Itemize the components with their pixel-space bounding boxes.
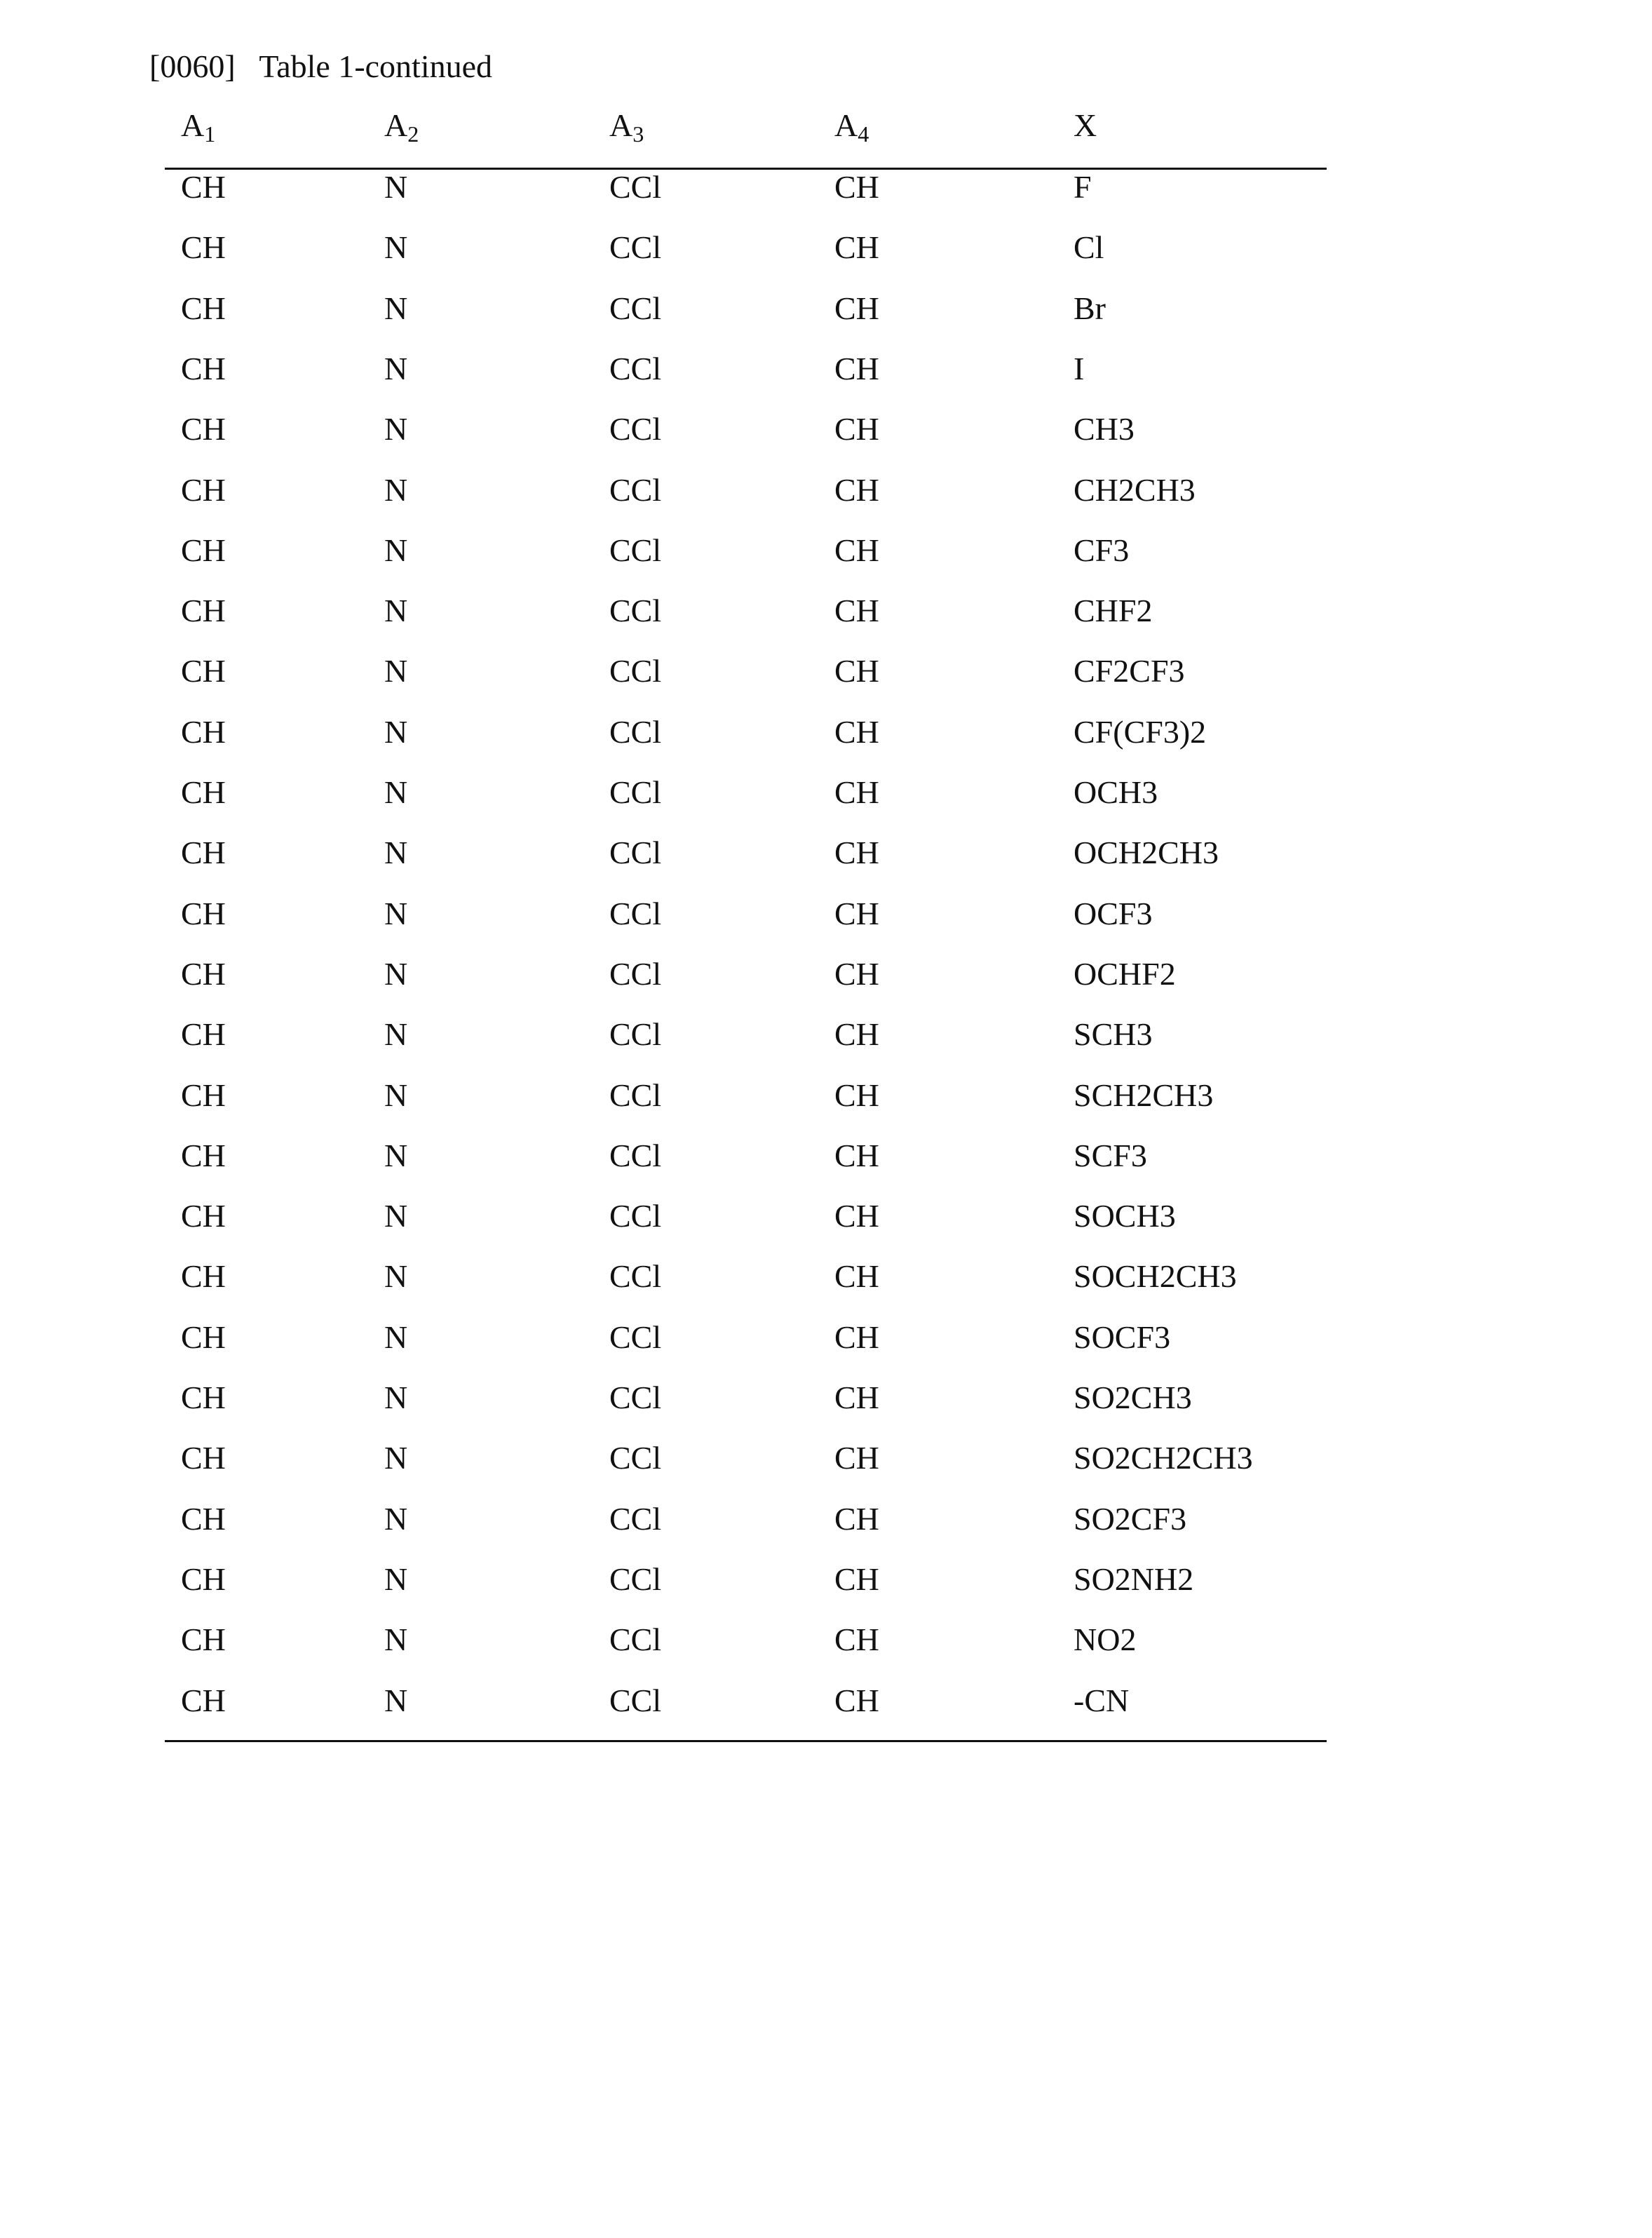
cell-a2: N: [384, 774, 407, 811]
cell-a4: CH: [834, 471, 879, 508]
cell-a2: N: [384, 713, 407, 750]
cell-a2: N: [384, 895, 407, 932]
cell-x: SCH2CH3: [1074, 1077, 1213, 1114]
cell-a3: CCl: [609, 410, 661, 447]
cell-a1: CH: [181, 774, 226, 811]
cell-a3: CCl: [609, 168, 661, 205]
cell-x: CH3: [1074, 410, 1135, 447]
cell-a3: CCl: [609, 229, 661, 266]
cell-a4: CH: [834, 1319, 879, 1356]
column-header-a4: A4: [834, 107, 869, 144]
cell-a4: CH: [834, 229, 879, 266]
cell-x: SOCH3: [1074, 1197, 1176, 1234]
cell-a4: CH: [834, 1439, 879, 1476]
cell-a1: CH: [181, 1077, 226, 1114]
cell-a4: CH: [834, 1621, 879, 1658]
cell-a4: CH: [834, 895, 879, 932]
cell-a1: CH: [181, 1439, 226, 1476]
cell-a3: CCl: [609, 1197, 661, 1234]
cell-a1: CH: [181, 1197, 226, 1234]
cell-a3: CCl: [609, 1682, 661, 1719]
cell-a4: CH: [834, 168, 879, 205]
cell-a2: N: [384, 1500, 407, 1537]
cell-a4: CH: [834, 1137, 879, 1174]
cell-a1: CH: [181, 652, 226, 689]
cell-x: Cl: [1074, 229, 1104, 266]
cell-a2: N: [384, 350, 407, 387]
column-header-a2: A2: [384, 107, 419, 144]
column-header-x: X: [1074, 107, 1097, 144]
cell-a1: CH: [181, 713, 226, 750]
cell-a4: CH: [834, 592, 879, 629]
cell-x: OCF3: [1074, 895, 1152, 932]
cell-x: -CN: [1074, 1682, 1129, 1719]
cell-a3: CCl: [609, 955, 661, 992]
cell-a4: CH: [834, 1682, 879, 1719]
cell-a3: CCl: [609, 1319, 661, 1356]
cell-a1: CH: [181, 1319, 226, 1356]
cell-a2: N: [384, 471, 407, 508]
cell-a2: N: [384, 1137, 407, 1174]
cell-a4: CH: [834, 1077, 879, 1114]
cell-a1: CH: [181, 168, 226, 205]
cell-a3: CCl: [609, 1379, 661, 1416]
cell-a2: N: [384, 834, 407, 871]
cell-a4: CH: [834, 1560, 879, 1598]
cell-a3: CCl: [609, 1258, 661, 1295]
cell-x: SO2NH2: [1074, 1560, 1193, 1598]
cell-x: SCH3: [1074, 1016, 1152, 1053]
cell-x: CF(CF3)2: [1074, 713, 1206, 750]
cell-a4: CH: [834, 1500, 879, 1537]
cell-x: SO2CH3: [1074, 1379, 1192, 1416]
header-rule: [165, 168, 1327, 170]
cell-a3: CCl: [609, 834, 661, 871]
cell-a1: CH: [181, 1560, 226, 1598]
cell-a3: CCl: [609, 895, 661, 932]
cell-a2: N: [384, 1621, 407, 1658]
cell-a2: N: [384, 1379, 407, 1416]
cell-x: CF2CF3: [1074, 652, 1185, 689]
cell-a1: CH: [181, 1137, 226, 1174]
cell-a2: N: [384, 532, 407, 569]
cell-a2: N: [384, 955, 407, 992]
cell-x: CH2CH3: [1074, 471, 1196, 508]
paragraph-number: [0060]: [149, 48, 236, 84]
cell-a2: N: [384, 290, 407, 327]
cell-x: Br: [1074, 290, 1106, 327]
cell-a4: CH: [834, 350, 879, 387]
cell-a2: N: [384, 410, 407, 447]
cell-x: SCF3: [1074, 1137, 1147, 1174]
cell-x: CHF2: [1074, 592, 1152, 629]
cell-a1: CH: [181, 834, 226, 871]
cell-a1: CH: [181, 895, 226, 932]
cell-a3: CCl: [609, 713, 661, 750]
column-header-a3: A3: [609, 107, 644, 144]
cell-a1: CH: [181, 1258, 226, 1295]
cell-x: SO2CH2CH3: [1074, 1439, 1253, 1476]
cell-x: CF3: [1074, 532, 1129, 569]
cell-x: SOCF3: [1074, 1319, 1170, 1356]
cell-x: OCH2CH3: [1074, 834, 1219, 871]
cell-a3: CCl: [609, 1137, 661, 1174]
cell-a4: CH: [834, 1016, 879, 1053]
cell-a3: CCl: [609, 350, 661, 387]
cell-a2: N: [384, 652, 407, 689]
cell-a2: N: [384, 1319, 407, 1356]
cell-a2: N: [384, 1016, 407, 1053]
cell-a3: CCl: [609, 774, 661, 811]
cell-a2: N: [384, 592, 407, 629]
cell-a3: CCl: [609, 1621, 661, 1658]
cell-a1: CH: [181, 1379, 226, 1416]
cell-a3: CCl: [609, 592, 661, 629]
cell-a2: N: [384, 1077, 407, 1114]
cell-a2: N: [384, 229, 407, 266]
cell-a3: CCl: [609, 652, 661, 689]
cell-a4: CH: [834, 410, 879, 447]
cell-a4: CH: [834, 955, 879, 992]
cell-a2: N: [384, 1197, 407, 1234]
bottom-rule: [165, 1740, 1327, 1742]
cell-a3: CCl: [609, 1500, 661, 1537]
cell-x: OCH3: [1074, 774, 1158, 811]
cell-a4: CH: [834, 713, 879, 750]
cell-a1: CH: [181, 592, 226, 629]
cell-a4: CH: [834, 834, 879, 871]
cell-a4: CH: [834, 1379, 879, 1416]
cell-a4: CH: [834, 1197, 879, 1234]
cell-a4: CH: [834, 532, 879, 569]
cell-a2: N: [384, 1439, 407, 1476]
cell-a2: N: [384, 1682, 407, 1719]
cell-a1: CH: [181, 229, 226, 266]
cell-x: SOCH2CH3: [1074, 1258, 1237, 1295]
cell-a3: CCl: [609, 1077, 661, 1114]
cell-x: OCHF2: [1074, 955, 1176, 992]
cell-a1: CH: [181, 532, 226, 569]
cell-a3: CCl: [609, 290, 661, 327]
cell-a2: N: [384, 168, 407, 205]
cell-a4: CH: [834, 290, 879, 327]
cell-a3: CCl: [609, 1439, 661, 1476]
cell-a4: CH: [834, 774, 879, 811]
cell-a1: CH: [181, 1621, 226, 1658]
cell-a1: CH: [181, 1016, 226, 1053]
cell-x: NO2: [1074, 1621, 1136, 1658]
cell-a3: CCl: [609, 471, 661, 508]
table-caption: [149, 48, 492, 85]
cell-x: F: [1074, 168, 1092, 205]
cell-x: I: [1074, 350, 1084, 387]
cell-a2: N: [384, 1560, 407, 1598]
column-header-a1: A1: [181, 107, 215, 144]
cell-a1: CH: [181, 410, 226, 447]
cell-a3: CCl: [609, 1560, 661, 1598]
cell-a1: CH: [181, 955, 226, 992]
cell-x: SO2CF3: [1074, 1500, 1186, 1537]
cell-a1: CH: [181, 1682, 226, 1719]
cell-a1: CH: [181, 290, 226, 327]
cell-a3: CCl: [609, 532, 661, 569]
cell-a3: CCl: [609, 1016, 661, 1053]
cell-a2: N: [384, 1258, 407, 1295]
cell-a4: CH: [834, 652, 879, 689]
cell-a1: CH: [181, 471, 226, 508]
cell-a1: CH: [181, 1500, 226, 1537]
cell-a1: CH: [181, 350, 226, 387]
cell-a4: CH: [834, 1258, 879, 1295]
table-title: Table 1-continued: [259, 48, 492, 84]
